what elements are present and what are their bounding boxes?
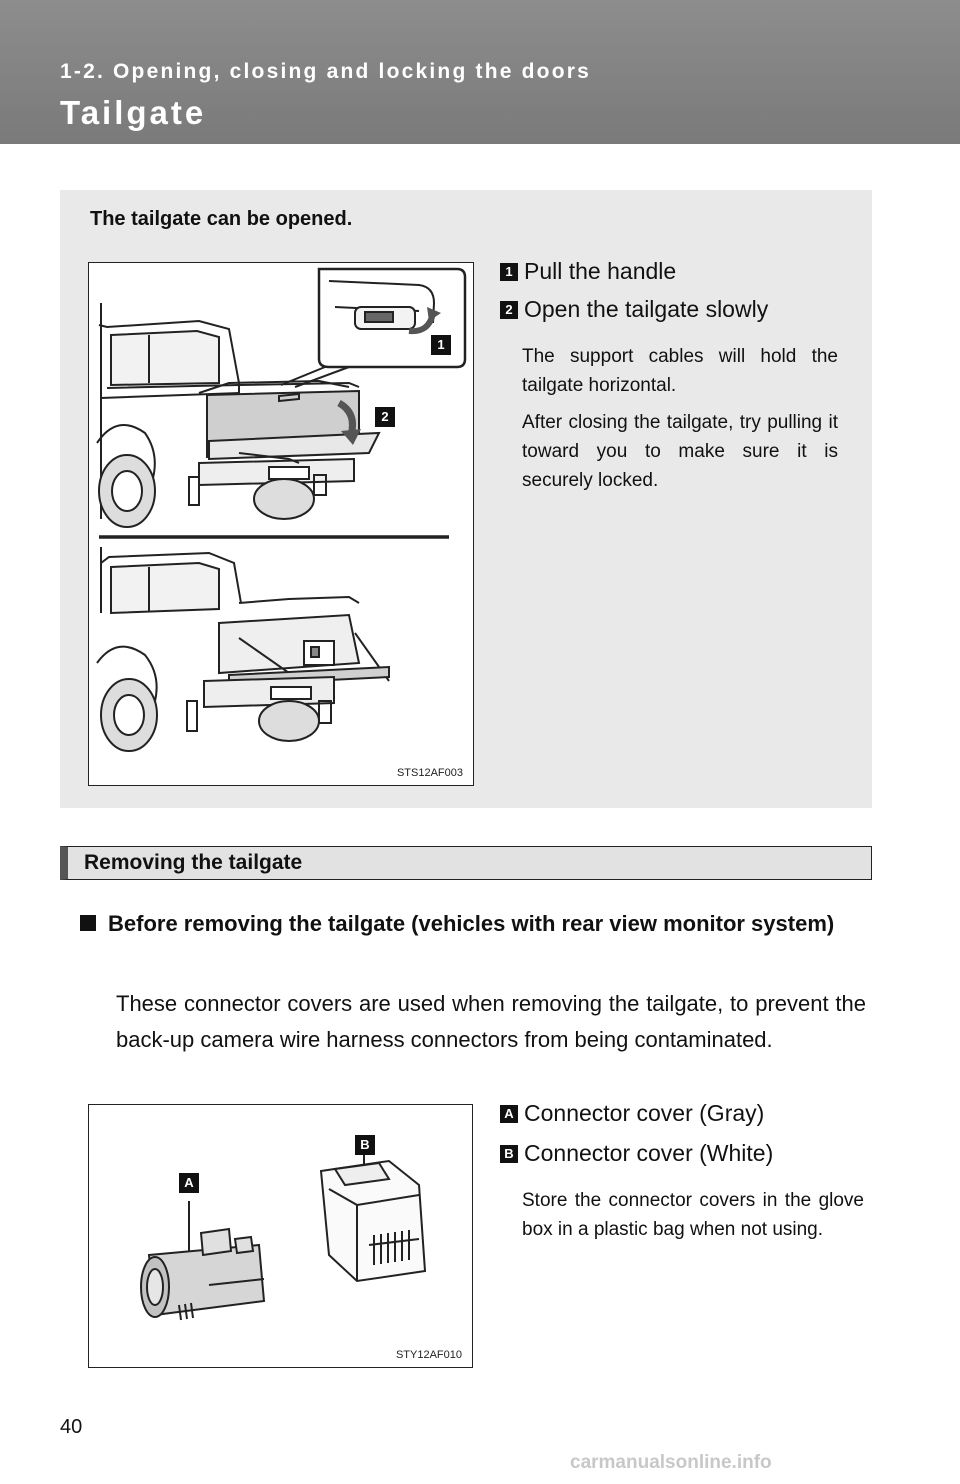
callout-1: 1 bbox=[431, 335, 451, 355]
item-label-A: Connector cover (Gray) bbox=[524, 1100, 765, 1126]
figure-code-connectors: STY12AF010 bbox=[395, 1349, 462, 1361]
step-label-1: Pull the handle bbox=[524, 258, 677, 284]
bullet-heading-text: Before removing the tailgate (vehicles with rear view monitor system) bbox=[108, 911, 835, 936]
page-number: 40 bbox=[60, 1416, 83, 1438]
note-check-locked: After closing the tailgate, try pulling it toward you to make sure it is securely locked. bbox=[522, 412, 838, 491]
figure-code: STS12AF003 bbox=[396, 767, 463, 779]
tailgate-figure bbox=[88, 262, 474, 786]
bullet-body: These connector covers are used when removing the tailgate, to prevent the back-up camera wire harness connectors from being contaminated. bbox=[116, 991, 866, 1052]
step-label-2: Open the tailgate slowly bbox=[524, 296, 769, 322]
panel-intro: The tailgate can be opened. bbox=[90, 208, 353, 230]
step-number-2: 2 bbox=[500, 301, 518, 319]
watermark: carmanualsonline.info bbox=[570, 1452, 772, 1473]
step-1 bbox=[500, 258, 676, 285]
item-B bbox=[500, 1140, 773, 1167]
page-header bbox=[0, 0, 960, 144]
item-letter-B: B bbox=[500, 1145, 518, 1163]
callout-2: 2 bbox=[375, 407, 395, 427]
page-title: Tailgate bbox=[60, 94, 207, 131]
connector-covers-illustration bbox=[89, 1105, 471, 1366]
note-support-cables: The support cables will hold the tailgate horizontal. bbox=[522, 346, 838, 396]
bullet-heading bbox=[80, 904, 866, 944]
step-number-1: 1 bbox=[500, 263, 518, 281]
bullet-square-icon bbox=[80, 915, 96, 931]
tailgate-illustration bbox=[89, 263, 472, 784]
connector-figure bbox=[88, 1104, 473, 1368]
step-2 bbox=[500, 296, 768, 323]
callout-B: B bbox=[355, 1135, 375, 1155]
item-letter-A: A bbox=[500, 1105, 518, 1123]
tailgate-open-panel bbox=[60, 190, 872, 808]
section-heading-removing: Removing the tailgate bbox=[60, 846, 872, 880]
connector-storage-note: Store the connector covers in the glove box in a plastic bag when not using. bbox=[522, 1190, 864, 1240]
item-label-B: Connector cover (White) bbox=[524, 1140, 774, 1166]
callout-A: A bbox=[179, 1173, 199, 1193]
item-A bbox=[500, 1100, 764, 1127]
section-title: 1-2. Opening, closing and locking the doors bbox=[60, 60, 591, 83]
